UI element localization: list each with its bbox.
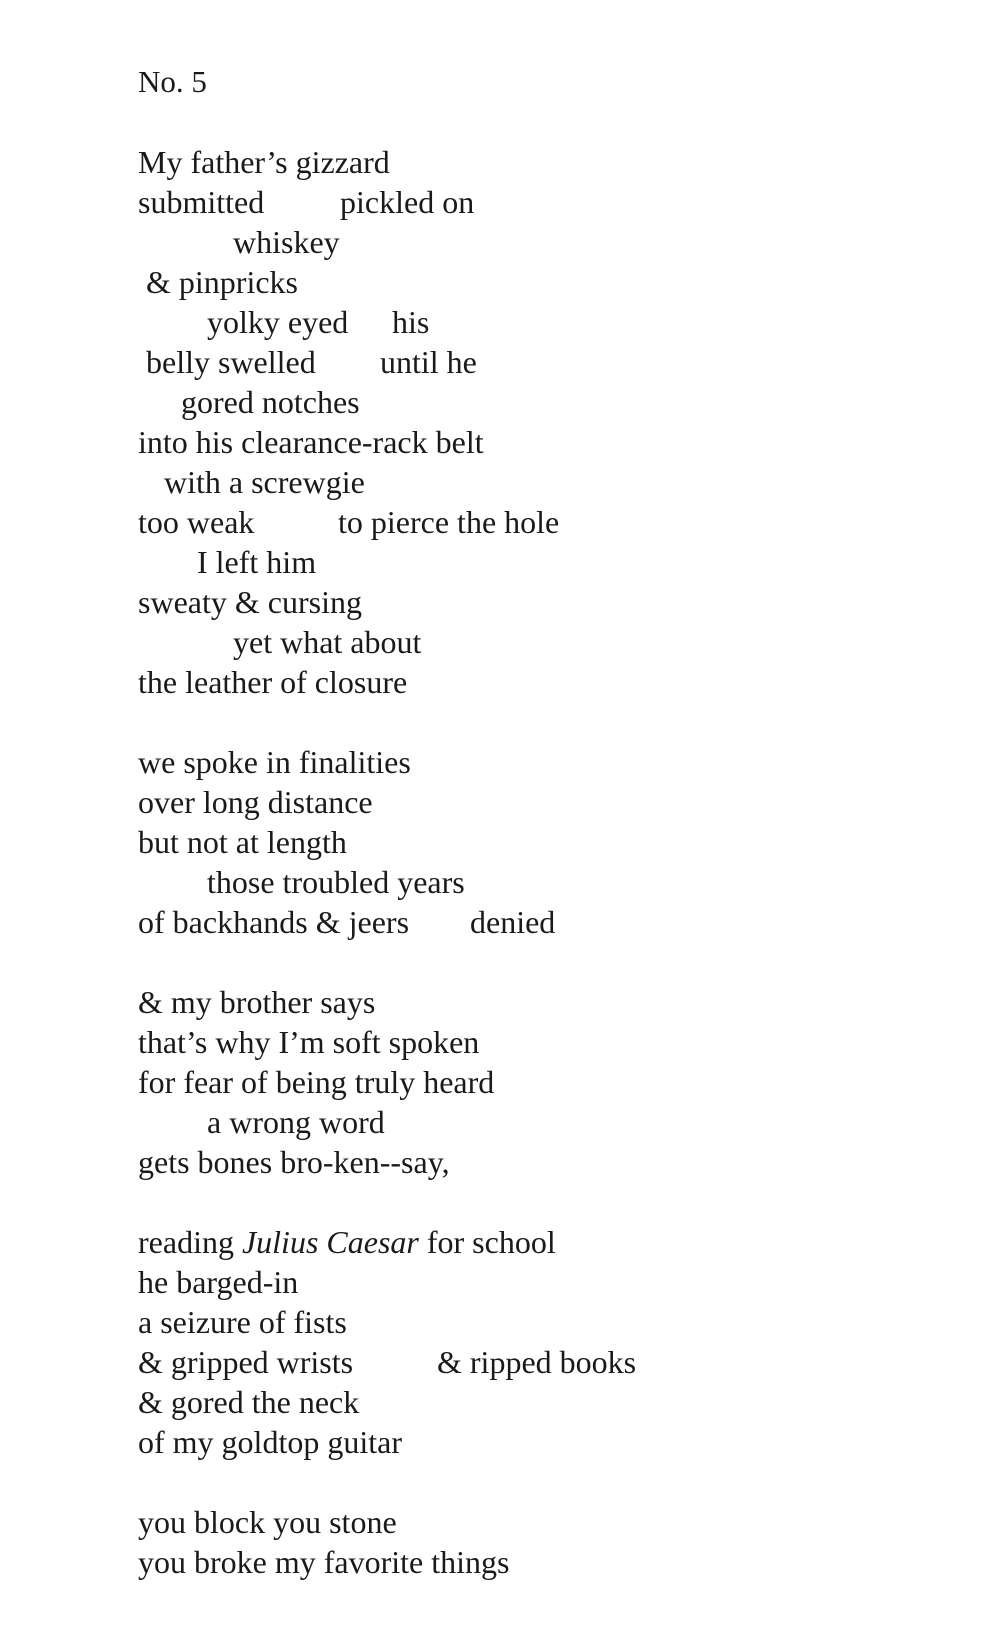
poem-line-segment: his	[392, 304, 430, 340]
book-title: Julius Caesar	[241, 1224, 419, 1260]
poem-line	[138, 462, 365, 502]
poem-line-segment: until he	[380, 344, 477, 380]
poem-line	[138, 502, 560, 542]
poem-line: a seizure of fists	[138, 1304, 347, 1340]
poem-line: we spoke in finalities	[138, 744, 411, 780]
poem-line	[138, 1102, 385, 1142]
poem-line: & gored the neck	[138, 1384, 360, 1420]
poem-line-segment: yolky eyed	[207, 304, 349, 340]
poem-line-segment: to pierce the hole	[338, 504, 560, 540]
poem-line-segment: for school	[418, 1224, 556, 1260]
poem-line	[138, 302, 430, 342]
poem-line-segment: of backhands & jeers	[138, 904, 410, 940]
poem-line: you block you stone	[138, 1504, 397, 1540]
poem-line-segment: & ripped books	[437, 1344, 637, 1380]
poem-line-segment: whiskey	[233, 224, 340, 260]
poem-line: that’s why I’m soft spoken	[138, 1024, 480, 1060]
poem-line: he barged-in	[138, 1264, 299, 1300]
poem-title: No. 5	[138, 64, 207, 99]
poem-line: My father’s gizzard	[138, 144, 390, 180]
poem-line-segment: pickled on	[340, 184, 475, 220]
poem-line-segment: yet what about	[233, 624, 422, 660]
poem-line	[138, 342, 477, 382]
poem-line: & my brother says	[138, 984, 376, 1020]
poem-line: for fear of being truly heard	[138, 1064, 495, 1100]
poem-line-segment: too weak	[138, 504, 255, 540]
poem-line: the leather of closure	[138, 664, 408, 700]
poem-line	[138, 902, 556, 942]
poem-line: sweaty & cursing	[138, 584, 362, 620]
poem-line-segment: a wrong word	[207, 1104, 385, 1140]
poem-line	[138, 182, 475, 222]
poem-line-segment: & pinpricks	[146, 264, 298, 300]
poem-line-segment: belly swelled	[146, 344, 316, 380]
poem-line: you broke my favorite things	[138, 1544, 510, 1580]
poem-line: into his clearance-rack belt	[138, 424, 484, 460]
poem-line	[138, 622, 422, 662]
poem-line: over long distance	[138, 784, 373, 820]
poem-line	[138, 542, 317, 582]
poem-line-segment: submitted	[138, 184, 265, 220]
poem-line	[138, 222, 340, 262]
poem-line-segment: I left him	[197, 544, 317, 580]
poem-line	[138, 1222, 556, 1262]
poem-line: of my goldtop guitar	[138, 1424, 402, 1460]
poem-line: but not at length	[138, 824, 347, 860]
poem-line-segment: gored notches	[181, 384, 360, 420]
poem-line-segment: reading	[138, 1224, 242, 1260]
poem-line	[138, 1342, 637, 1382]
poem-line-segment: with a screwgie	[164, 464, 365, 500]
poem-line	[138, 862, 465, 902]
poem-line	[138, 382, 360, 422]
poem-line	[138, 262, 298, 302]
poem-line-segment: denied	[470, 904, 556, 940]
poem-line-segment: & gripped wrists	[138, 1344, 354, 1380]
poem-line-segment: those troubled years	[207, 864, 465, 900]
poem-line: gets bones bro-ken--say,	[138, 1144, 450, 1180]
